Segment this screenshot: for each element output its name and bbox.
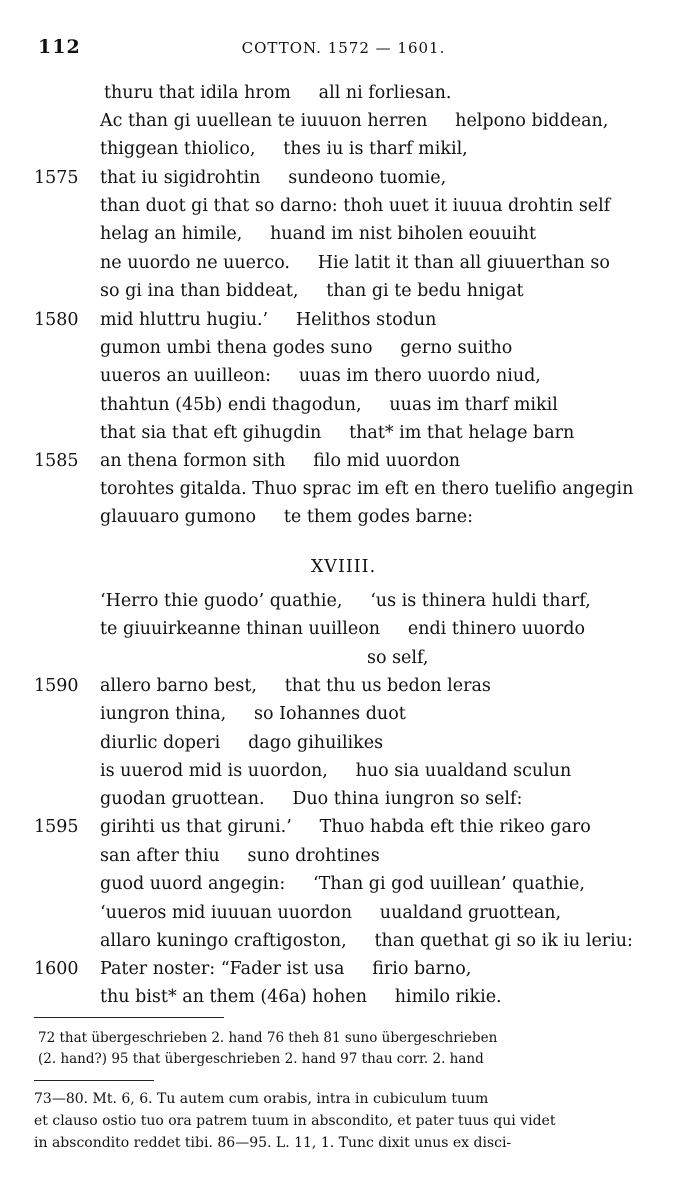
footnote-1: 72 that übergeschrieben 2. hand 76 theh 81 suno übergeschrieben	[38, 1030, 498, 1046]
verse-text: an thena formon sith filo mid uuordon	[100, 451, 461, 471]
verse-line	[0, 479, 687, 507]
verse-line	[0, 168, 687, 196]
verse-line	[0, 874, 687, 902]
verse-line	[0, 310, 687, 338]
verse-text: Ac than gi uuellean te iuuuon herren helpono biddean,	[100, 111, 609, 131]
footnote-2: (2. hand?) 95 that übergeschrieben 2. hand 97 thau corr. 2. hand	[38, 1051, 484, 1067]
verse-line	[0, 111, 687, 139]
reference-line-3: in abscondito reddet tibi. 86—95. L. 11, 1. Tunc dixit unus ex disci-	[34, 1135, 512, 1151]
verse-text: mid hluttru hugiu.’ Helithos stodun	[100, 310, 437, 330]
verse-line	[0, 139, 687, 167]
verse-text: ‘uueros mid iuuuan uuordon uualdand gruottean,	[100, 903, 562, 923]
verse-text: helag an himile, huand im nist biholen eouuiht	[100, 224, 537, 244]
verse-line	[0, 761, 687, 789]
line-number: 1585	[34, 451, 79, 471]
verse-line	[0, 591, 687, 619]
verse-line	[0, 338, 687, 366]
verse-text: gumon umbi thena godes suno gerno suitho	[100, 338, 513, 358]
verse-line	[0, 676, 687, 704]
verse-text: that iu sigidrohtin sundeono tuomie,	[100, 168, 447, 188]
verse-line	[0, 423, 687, 451]
verse-text: than duot gi that so darno: thoh uuet it iuuua drohtin self	[100, 196, 611, 216]
reference-line-2: et clauso ostio tuo ora patrem tuum in abscondito, et pater tuus qui videt	[34, 1113, 556, 1129]
page-number: 112	[38, 36, 81, 58]
footnote-rule	[34, 1017, 224, 1018]
line-number: 1590	[34, 676, 79, 696]
verse-line	[0, 366, 687, 394]
verse-line	[0, 846, 687, 874]
verse-line	[0, 931, 687, 959]
verse-line	[0, 507, 687, 535]
verse-text: allaro kuningo craftigoston, than quethat gi so ik iu leriu:	[100, 931, 633, 951]
page-header	[0, 36, 687, 62]
verse-text: uueros an uuilleon: uuas im thero uuordo niud,	[100, 366, 541, 386]
verse-text: girihti us that giruni.’ Thuo habda eft thie rikeo garo	[100, 817, 591, 837]
verse-line	[0, 224, 687, 252]
verse-text: guod uuord angegin: ‘Than gi god uuillean’ quathie,	[100, 874, 585, 894]
verse-line	[0, 451, 687, 479]
verse-text: diurlic doperi dago gihuilikes	[100, 733, 384, 753]
verse-line	[0, 619, 687, 647]
verse-line	[0, 789, 687, 817]
line-number: 1575	[34, 168, 79, 188]
verse-line	[0, 253, 687, 281]
verse-text: so gi ina than biddeat, than gi te bedu hnigat	[100, 281, 524, 301]
verse-line	[0, 733, 687, 761]
verse-text: thuru that idila hrom all ni forliesan.	[104, 83, 452, 103]
references-rule	[34, 1080, 154, 1081]
verse-text: te giuuirkeanne thinan uuilleon endi thinero uuordo	[100, 619, 586, 639]
verse-line	[0, 817, 687, 845]
verse-line	[0, 959, 687, 987]
verse-line	[0, 281, 687, 309]
verse-text: ‘Herro thie guodo’ quathie, ‘us is thinera huldi tharf,	[100, 591, 591, 611]
section-title: XVIIII.	[310, 557, 377, 577]
verse-text: iungron thina, so Iohannes duot	[100, 704, 406, 724]
verse-text: torohtes gitalda. Thuo sprac im eft en thero tuelifio angegin	[100, 479, 634, 499]
verse-line	[0, 648, 687, 676]
verse-text: san after thiu suno drohtines	[100, 846, 380, 866]
verse-text: ne uuordo ne uuerco. Hie latit it than all giuuerthan so	[100, 253, 610, 273]
verse-text: that sia that eft gihugdin that* im that helage barn	[100, 423, 575, 443]
verse-line	[0, 987, 687, 1015]
verse-line	[0, 903, 687, 931]
verse-text: thiggean thiolico, thes iu is tharf mikil,	[100, 139, 468, 159]
verse-line	[0, 83, 687, 111]
reference-line-1: 73—80. Mt. 6, 6. Tu autem cum orabis, intra in cubiculum tuum	[34, 1091, 489, 1107]
verse-text: Pater noster: “Fader ist usa firio barno,	[100, 959, 472, 979]
verse-line	[0, 196, 687, 224]
verse-text: glauuaro gumono te them godes barne:	[100, 507, 474, 527]
verse-text: guodan gruottean. Duo thina iungron so self:	[100, 789, 523, 809]
line-number: 1595	[34, 817, 79, 837]
line-number: 1580	[34, 310, 79, 330]
verse-text: so self,	[367, 648, 429, 668]
verse-line	[0, 704, 687, 732]
verse-line	[0, 395, 687, 423]
line-number: 1600	[34, 959, 79, 979]
running-head: COTTON. 1572 — 1601.	[241, 39, 446, 57]
verse-text: allero barno best, that thu us bedon leras	[100, 676, 491, 696]
verse-text: is uuerod mid is uuordon, huo sia uualdand sculun	[100, 761, 572, 781]
verse-text: thu bist* an them (46a) hohen himilo rikie.	[100, 987, 502, 1007]
verse-text: thahtun (45b) endi thagodun, uuas im tharf mikil	[100, 395, 558, 415]
